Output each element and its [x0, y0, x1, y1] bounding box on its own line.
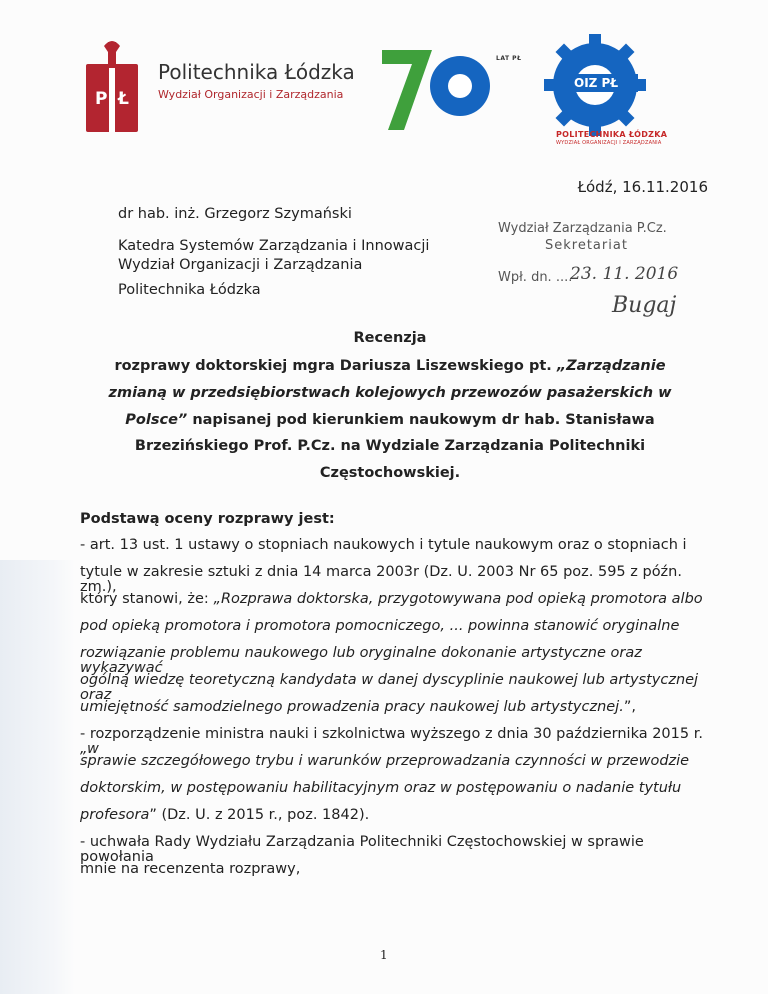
title-segment-italic: Polsce” [125, 412, 188, 428]
oiz-caption-university: POLITECHNIKA ŁÓDZKA [556, 130, 668, 139]
oiz-badge-text: OIZ PŁ [574, 76, 619, 90]
faculty-name: Wydział Organizacji i Zarządzania [158, 88, 344, 101]
body-segment: który stanowi, że: [80, 591, 214, 607]
review-heading: Recenzja [353, 330, 427, 346]
body-line-13: mnie na recenzenta rozprawy, [80, 861, 301, 877]
oiz-caption-faculty: WYDZIAŁ ORGANIZACJI I ZARZĄDZANIA [556, 140, 662, 146]
stamp-faculty: Wydział Zarządzania P.Cz. [498, 221, 667, 236]
body-line-7 [80, 700, 708, 715]
stamp-handwritten-date: 23. 11. 2016 [570, 264, 679, 284]
basis-heading: Podstawą oceny rozprawy jest: [80, 511, 335, 527]
document-date: Łódź, 16.11.2016 [577, 178, 708, 196]
anniversary-tag: LAT PŁ [496, 55, 522, 62]
svg-text:Ł: Ł [118, 89, 129, 109]
body-line-12: - uchwała Rady Wydziału Zarządzania Politechniki Częstochowskiej w sprawie powołania [80, 834, 644, 865]
body-line-2: tytule w zakresie sztuki z dnia 14 marca 2003r (Dz. U. 2003 Nr 65 poz. 595 z późn. zm.), [80, 564, 682, 595]
author-name: dr hab. inż. Grzegorz Szymański [118, 206, 352, 222]
body-line-10: doktorskim, w postępowaniu habilitacyjnym oraz w postępowaniu o nadanie tytułu [80, 780, 682, 796]
title-segment-italic: „Zarządzanie [556, 358, 666, 374]
scan-shadow [0, 560, 75, 994]
title-segment: rozprawy doktorskiej mgra Dariusza Liszewskiego pt. [114, 358, 557, 374]
body-segment-italic: umiejętność samodzielnego prowadzenia pracy naukowej lub artystycznej. [80, 699, 624, 715]
review-title-line-3 [80, 412, 700, 428]
review-title-line-4: Brzezińskiego Prof. P.Cz. na Wydziale Zarządzania Politechniki [134, 438, 646, 454]
author-department: Katedra Systemów Zarządzania i Innowacji [118, 238, 430, 254]
page-number: 1 [380, 948, 388, 962]
university-logo [78, 38, 146, 138]
body-line-6: ogólną wiedzę teoretyczną kandydata w danej dyscyplinie naukowej lub artystycznej oraz [80, 672, 699, 703]
stamp-signature: Bugaj [612, 293, 677, 318]
body-segment-italic: profesora [80, 807, 150, 823]
review-title-line-5: Częstochowskiej. [319, 465, 461, 481]
body-segment: ” (Dz. U. z 2015 r., poz. 1842). [149, 807, 370, 823]
body-segment-italic: „Rozprawa doktorska, przygotowywana pod opieką promotora albo [213, 591, 703, 607]
stamp-received-label: Wpł. dn. .... [498, 270, 573, 285]
review-title-line-1 [80, 358, 700, 374]
svg-text:P: P [95, 89, 108, 109]
seventy-anniversary-logo [380, 44, 492, 132]
body-segment-italic: „w [80, 740, 99, 757]
body-line-9: sprawie szczegółowego trybu i warunków przeprowadzania czynności w przewodzie [80, 753, 690, 769]
body-line-11 [80, 808, 708, 823]
body-line-3 [80, 592, 708, 607]
title-segment: napisanej pod kierunkiem naukowym dr hab. Stanisława [187, 412, 655, 428]
body-segment: ”, [623, 699, 636, 715]
body-line-4: pod opieką promotora i promotora pomocniczego, ... powinna stanowić oryginalne [80, 618, 680, 634]
body-segment: - rozporządzenie ministra nauki i szkolnictwa wyższego z dnia 30 października 2015 r. [80, 726, 703, 742]
body-line-8 [80, 727, 708, 756]
body-line-5: rozwiązanie problemu naukowego lub oryginalne dokonanie artystyczne oraz wykazywać [80, 645, 642, 676]
author-faculty: Wydział Organizacji i Zarządzania [118, 257, 363, 273]
review-title-line-2: zmianą w przedsiębiorstwach kolejowych przewozów pasażerskich w [108, 385, 672, 401]
stamp-secretariat: Sekretariat [545, 238, 628, 253]
body-line-1: - art. 13 ust. 1 ustawy o stopniach naukowych i tytule naukowym oraz o stopniach i [80, 537, 687, 553]
university-name: Politechnika Łódzka [158, 60, 355, 84]
author-university: Politechnika Łódzka [118, 282, 261, 298]
